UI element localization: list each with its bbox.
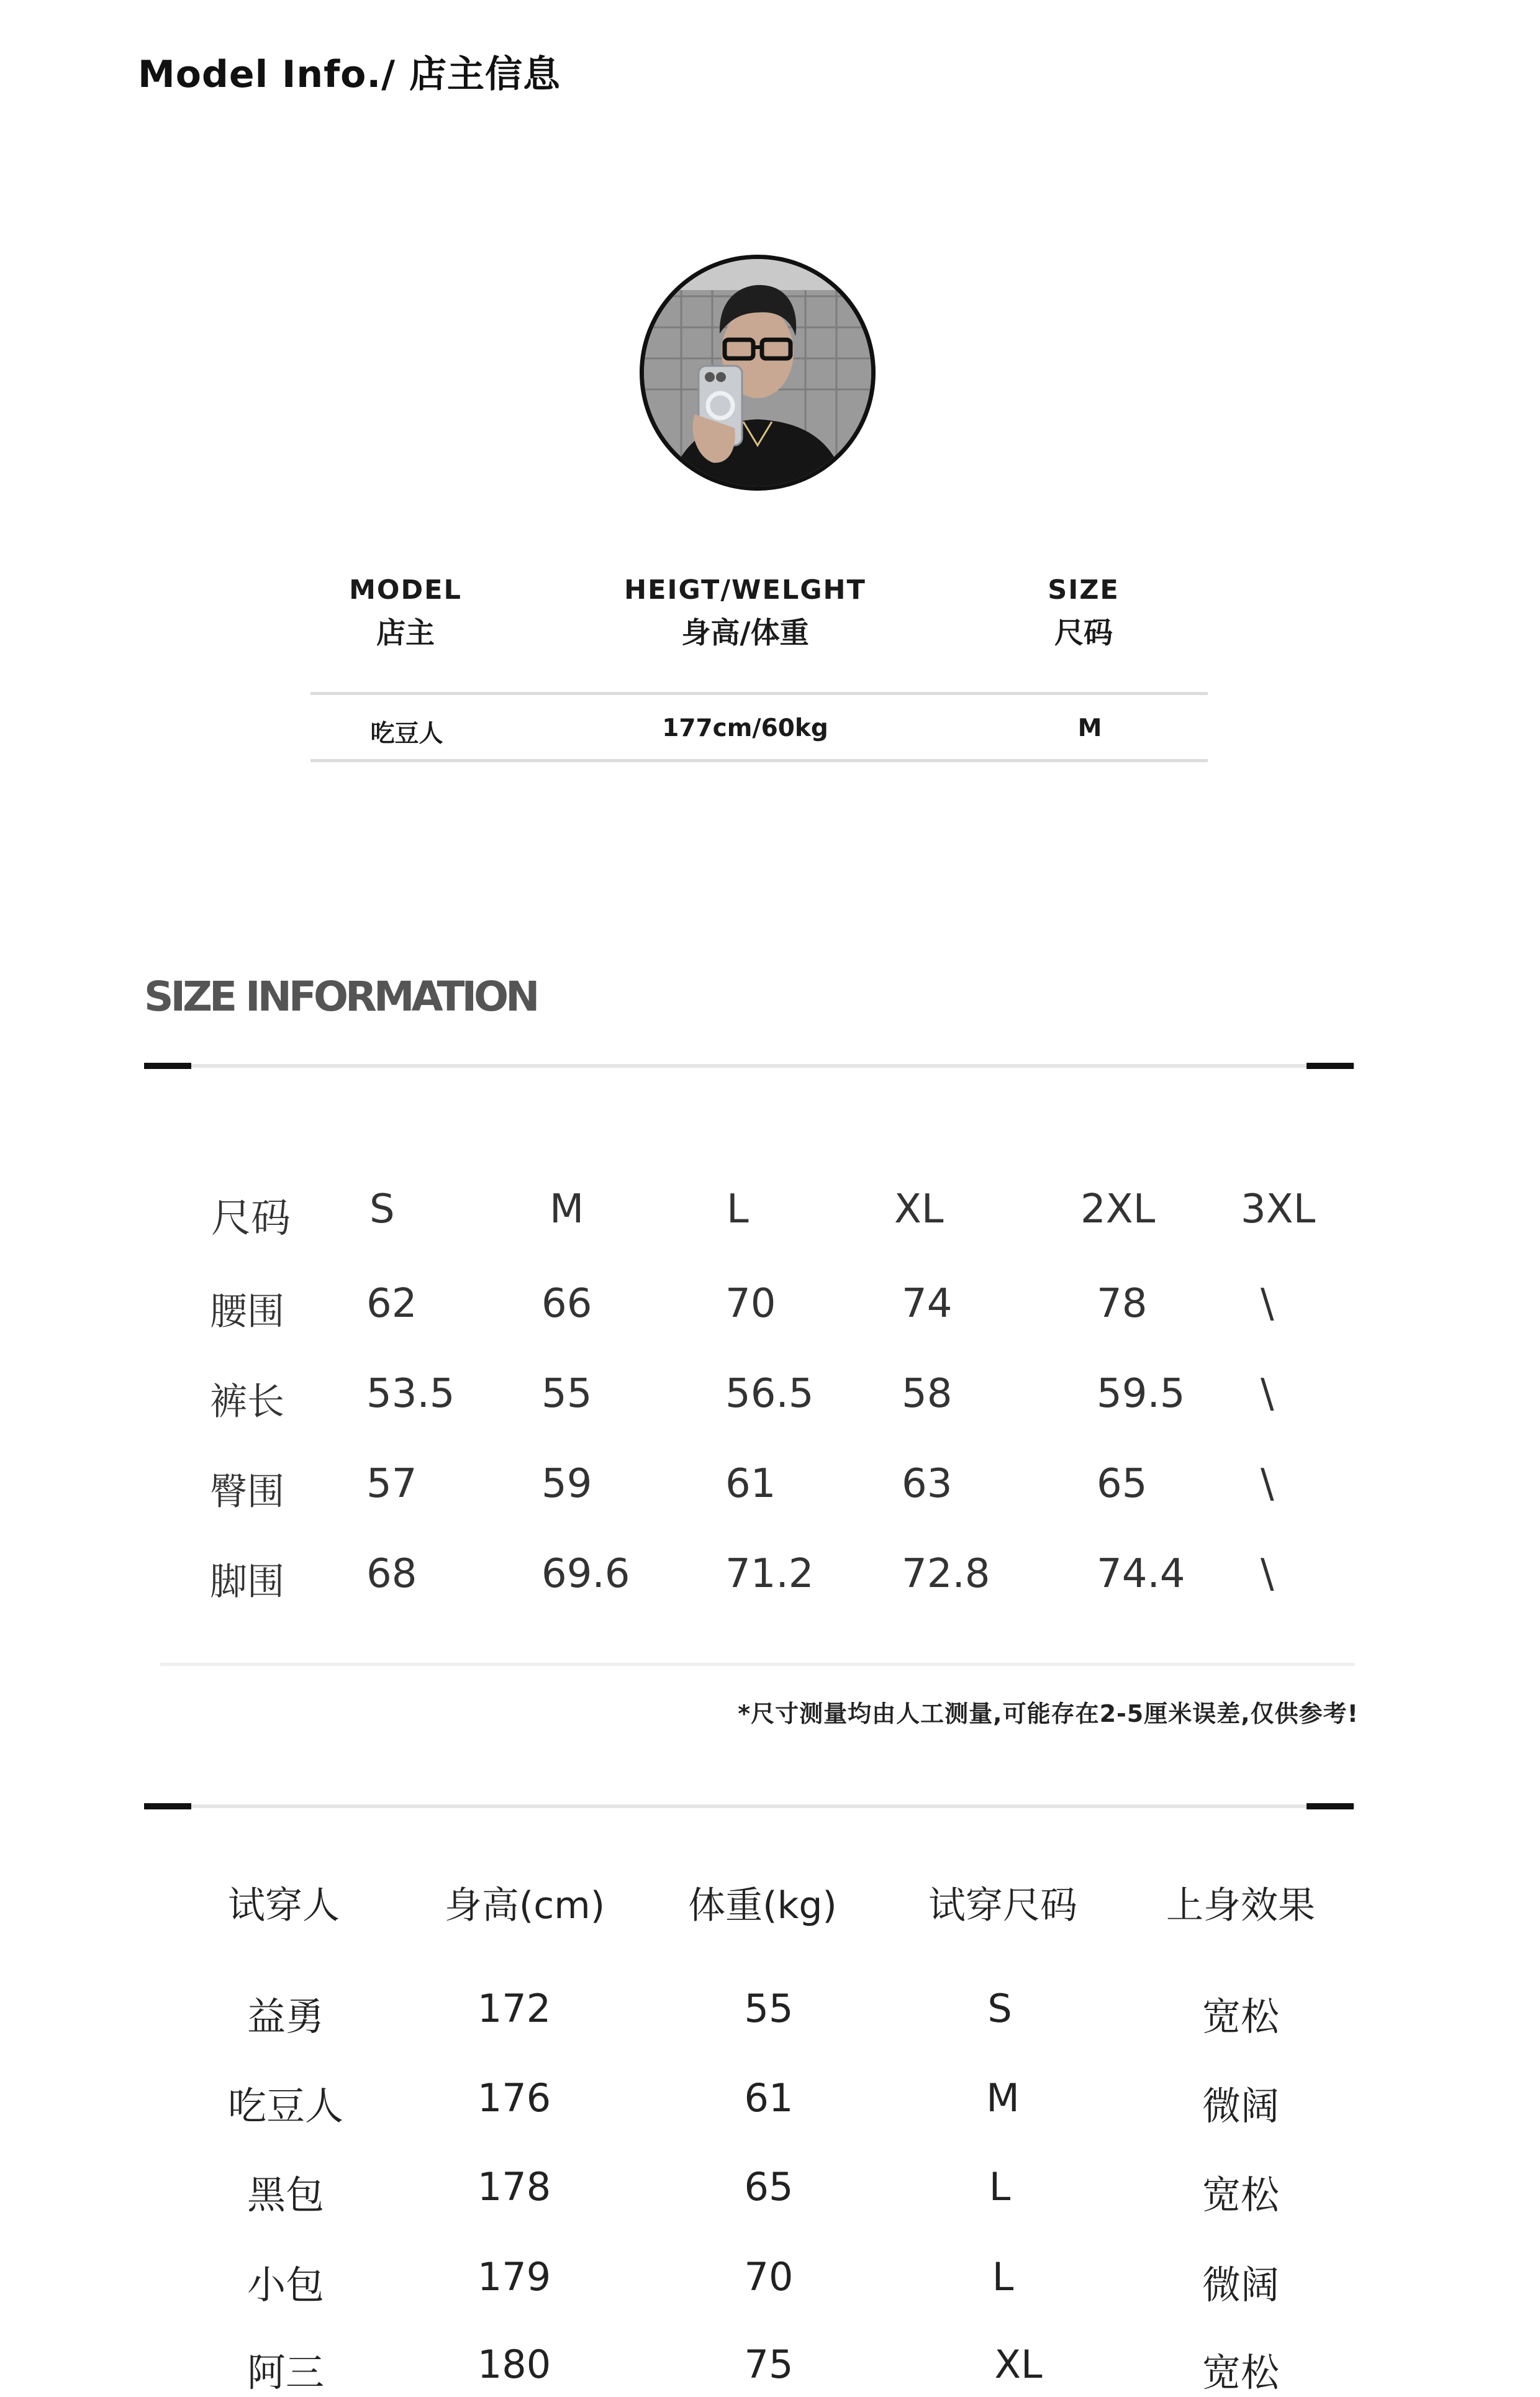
fit-size: L bbox=[989, 2164, 1011, 2209]
fit-header-effect: 上身效果 bbox=[1166, 1884, 1315, 1927]
table-divider bbox=[310, 759, 1208, 762]
model-height-weight-cell: 177cm/60kg bbox=[662, 714, 828, 742]
model-size-cell: M bbox=[1077, 714, 1102, 742]
fit-person: 阿三 bbox=[247, 2350, 325, 2395]
size-header-l: L bbox=[727, 1186, 749, 1232]
size-value: \ bbox=[1261, 1461, 1274, 1507]
divider-end-mark bbox=[144, 1063, 191, 1069]
section-divider bbox=[144, 1064, 1355, 1068]
size-header-s: S bbox=[369, 1186, 395, 1232]
fit-effect: 微阔 bbox=[1202, 2262, 1280, 2308]
fit-size: L bbox=[992, 2254, 1014, 2299]
size-row-label: 脚围 bbox=[210, 1560, 284, 1604]
size-value: 56.5 bbox=[725, 1371, 814, 1417]
size-value: 78 bbox=[1097, 1281, 1148, 1327]
fit-effect: 微阔 bbox=[1202, 2083, 1280, 2129]
size-value: 71.2 bbox=[725, 1551, 814, 1597]
size-value: 53.5 bbox=[366, 1371, 455, 1417]
size-header-label: 尺码 bbox=[211, 1196, 291, 1242]
size-value: \ bbox=[1261, 1371, 1274, 1417]
size-value: 72.8 bbox=[902, 1551, 990, 1597]
size-column-en: SIZE bbox=[1048, 575, 1120, 606]
size-row-label: 裤长 bbox=[210, 1380, 284, 1424]
fit-weight: 61 bbox=[744, 2075, 794, 2121]
section-divider bbox=[144, 1804, 1355, 1808]
model-photo-image bbox=[644, 259, 871, 486]
size-value: 62 bbox=[366, 1281, 417, 1327]
size-value: 58 bbox=[902, 1371, 953, 1417]
fit-person: 小包 bbox=[247, 2262, 325, 2308]
size-value: 59 bbox=[541, 1461, 592, 1507]
size-value: \ bbox=[1261, 1281, 1274, 1327]
size-value: 74.4 bbox=[1097, 1551, 1185, 1597]
height-weight-column-zh: 身高/体重 bbox=[681, 616, 809, 650]
size-column-header bbox=[1025, 571, 1143, 658]
fit-height: 176 bbox=[477, 2075, 551, 2121]
divider-end-mark bbox=[144, 1803, 191, 1809]
model-column-header bbox=[346, 571, 464, 658]
size-value: 70 bbox=[725, 1281, 776, 1327]
size-value: 63 bbox=[902, 1461, 953, 1507]
size-header-xl: XL bbox=[894, 1186, 944, 1232]
fit-effect: 宽松 bbox=[1202, 2350, 1280, 2395]
size-row-label: 腰围 bbox=[210, 1290, 284, 1334]
size-column-zh: 尺码 bbox=[1054, 616, 1113, 650]
size-value: \ bbox=[1261, 1551, 1274, 1597]
fit-height: 179 bbox=[477, 2254, 551, 2299]
divider-end-mark bbox=[1307, 1063, 1354, 1069]
table-divider bbox=[310, 692, 1208, 695]
size-value: 74 bbox=[902, 1281, 953, 1327]
fit-person: 黑包 bbox=[247, 2172, 325, 2217]
fit-size: S bbox=[987, 1986, 1012, 2031]
size-section-title: SIZE INFORMATION bbox=[144, 973, 537, 1021]
fit-weight: 75 bbox=[744, 2342, 794, 2387]
page-title: Model Info./ 店主信息 bbox=[138, 53, 561, 96]
size-header-2xl: 2XL bbox=[1080, 1186, 1156, 1232]
fit-person: 益勇 bbox=[247, 1994, 325, 2039]
fit-size: M bbox=[986, 2075, 1020, 2121]
size-value: 59.5 bbox=[1097, 1371, 1185, 1417]
fit-effect: 宽松 bbox=[1202, 1994, 1280, 2039]
divider-end-mark bbox=[1307, 1803, 1354, 1809]
fit-header-size: 试穿尺码 bbox=[928, 1884, 1077, 1927]
fit-person: 吃豆人 bbox=[227, 2083, 344, 2129]
height-weight-column-en: HEIGT/WELGHT bbox=[624, 575, 866, 606]
measurement-note: *尺寸测量均由人工测量,可能存在2-5厘米误差,仅供参考! bbox=[738, 1700, 1359, 1727]
size-value: 65 bbox=[1097, 1461, 1148, 1507]
fit-height: 178 bbox=[477, 2164, 551, 2209]
fit-height: 180 bbox=[477, 2342, 551, 2387]
size-row-label: 臀围 bbox=[210, 1470, 284, 1514]
fit-height: 172 bbox=[477, 1986, 551, 2031]
table-bottom-divider bbox=[160, 1663, 1355, 1666]
model-avatar bbox=[640, 255, 876, 491]
size-value: 68 bbox=[366, 1551, 417, 1597]
size-value: 66 bbox=[541, 1281, 592, 1327]
fit-weight: 55 bbox=[744, 1986, 794, 2031]
fit-weight: 70 bbox=[744, 2254, 794, 2299]
height-weight-column-header bbox=[621, 571, 869, 658]
fit-header-person: 试穿人 bbox=[228, 1884, 340, 1927]
size-value: 61 bbox=[725, 1461, 776, 1507]
fit-effect: 宽松 bbox=[1202, 2172, 1280, 2217]
fit-weight: 65 bbox=[744, 2164, 794, 2209]
size-header-m: M bbox=[550, 1186, 584, 1232]
size-value: 69.6 bbox=[541, 1551, 630, 1597]
fit-size: XL bbox=[994, 2342, 1043, 2387]
size-header-3xl: 3XL bbox=[1241, 1186, 1316, 1232]
model-name-cell: 吃豆人 bbox=[370, 720, 443, 748]
size-value: 55 bbox=[541, 1371, 592, 1417]
fit-header-height: 身高(cm) bbox=[444, 1884, 605, 1927]
model-column-zh: 店主 bbox=[376, 616, 435, 650]
model-column-en: MODEL bbox=[349, 575, 462, 606]
fit-header-weight: 体重(kg) bbox=[688, 1884, 837, 1927]
size-value: 57 bbox=[366, 1461, 417, 1507]
